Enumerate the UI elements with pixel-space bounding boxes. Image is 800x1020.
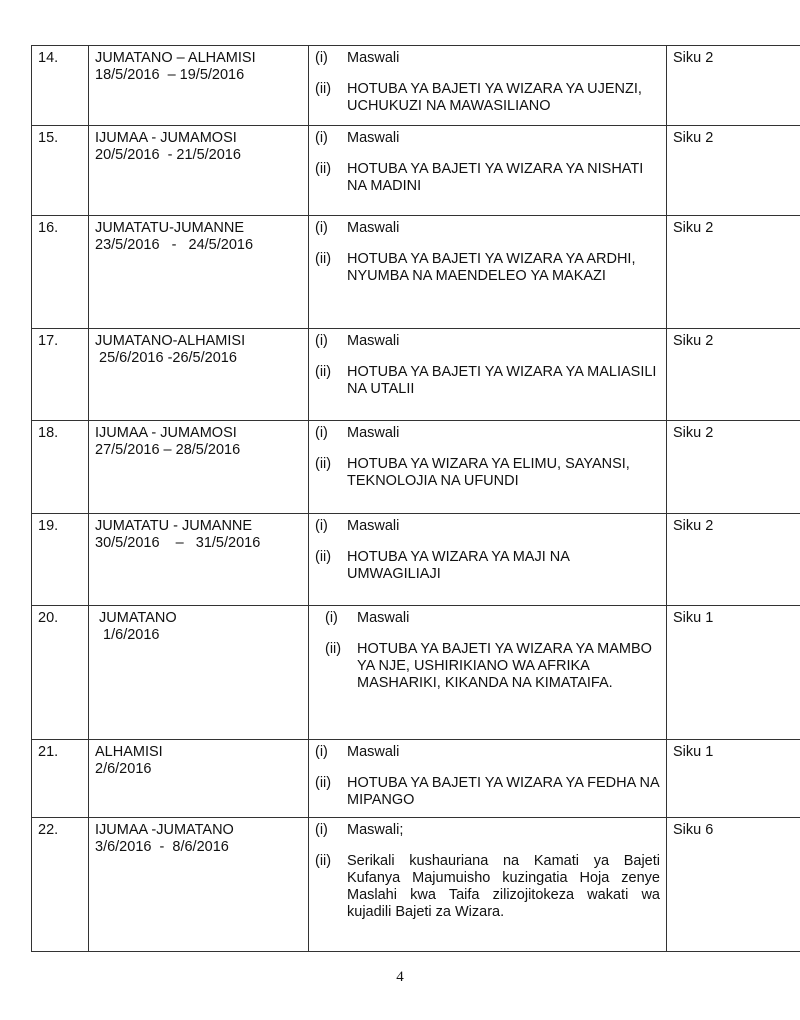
row-number: 18. <box>32 421 89 514</box>
activity-item <box>315 518 660 535</box>
date-range: 25/6/2016 -26/5/2016 <box>95 350 237 366</box>
date-cell <box>89 46 309 126</box>
weekday-range: IJUMAA - JUMAMOSI <box>95 425 237 441</box>
activity-item <box>315 822 660 839</box>
item-text: Maswali <box>347 518 400 534</box>
weekday-range: IJUMAA -JUMATANO <box>95 822 234 838</box>
date-range: 3/6/2016 - 8/6/2016 <box>95 839 229 855</box>
activity-item <box>325 610 660 627</box>
row-number: 16. <box>32 216 89 329</box>
activity-item <box>315 425 660 442</box>
row-number: 15. <box>32 126 89 216</box>
date-range: 18/5/2016 – 19/5/2016 <box>95 67 245 83</box>
activity-item <box>315 130 660 147</box>
activity-item <box>315 81 660 115</box>
activity-item <box>315 853 660 921</box>
activity-cell <box>309 216 667 329</box>
table-row <box>32 329 800 421</box>
item-numeral: (i) <box>315 130 328 146</box>
item-text: HOTUBA YA BAJETI YA WIZARA YA ARDHI, NYUMBA NA MAENDELEO YA MAKAZI <box>347 251 636 284</box>
item-numeral: (ii) <box>325 641 342 657</box>
item-text: Maswali; <box>347 822 404 838</box>
date-cell <box>89 818 309 952</box>
activity-item <box>315 364 660 398</box>
item-numeral: (ii) <box>315 251 332 267</box>
item-text: Maswali <box>347 130 400 146</box>
page-number: 4 <box>396 969 404 985</box>
weekday-range: JUMATANO <box>95 610 177 626</box>
date-cell <box>89 126 309 216</box>
item-text: Maswali <box>347 425 400 441</box>
duration-cell: Siku 2 <box>667 216 800 329</box>
item-numeral: (i) <box>315 333 328 349</box>
item-numeral: (ii) <box>315 161 332 177</box>
item-numeral: (i) <box>315 50 328 66</box>
item-numeral: (ii) <box>315 549 332 565</box>
duration-cell: Siku 2 <box>667 329 800 421</box>
weekday-range: JUMATATU-JUMANNE <box>95 220 245 236</box>
date-cell <box>89 216 309 329</box>
item-text: Maswali <box>347 333 400 349</box>
item-numeral: (ii) <box>315 775 332 791</box>
date-range: 20/5/2016 - 21/5/2016 <box>95 147 241 163</box>
activity-item <box>315 775 660 809</box>
table-row <box>32 46 800 126</box>
activity-cell <box>309 329 667 421</box>
activity-item <box>315 456 660 490</box>
weekday-range: JUMATANO – ALHAMISI <box>95 50 256 66</box>
table-row <box>32 818 800 952</box>
date-range: 30/5/2016 – 31/5/2016 <box>95 535 261 551</box>
item-text: Maswali <box>347 744 400 760</box>
activity-item <box>325 641 660 692</box>
activity-item <box>315 549 660 583</box>
activity-cell <box>309 740 667 818</box>
weekday-range: IJUMAA - JUMAMOSI <box>95 130 237 146</box>
activity-item <box>315 220 660 237</box>
item-text: HOTUBA YA WIZARA YA ELIMU, SAYANSI, TEKNOLOJIA NA UFUNDI <box>347 456 630 489</box>
table-row <box>32 421 800 514</box>
row-number: 14. <box>32 46 89 126</box>
item-text: HOTUBA YA BAJETI YA WIZARA YA MALIASILI NA UTALII <box>347 364 657 397</box>
activity-item <box>315 161 660 195</box>
row-number: 21. <box>32 740 89 818</box>
table-row <box>32 740 800 818</box>
date-cell <box>89 740 309 818</box>
row-number: 22. <box>32 818 89 952</box>
duration-cell: Siku 2 <box>667 126 800 216</box>
item-text: Maswali <box>347 50 400 66</box>
date-cell <box>89 421 309 514</box>
date-range: 2/6/2016 <box>95 761 152 777</box>
activity-cell <box>309 514 667 606</box>
duration-cell: Siku 2 <box>667 514 800 606</box>
activity-item <box>315 333 660 350</box>
table-row <box>32 606 800 740</box>
item-text: Maswali <box>347 220 400 236</box>
row-number: 19. <box>32 514 89 606</box>
item-numeral: (ii) <box>315 81 332 97</box>
item-numeral: (i) <box>315 518 328 534</box>
weekday-range: JUMATATU - JUMANNE <box>95 518 253 534</box>
item-numeral: (i) <box>325 610 338 626</box>
weekday-range: JUMATANO-ALHAMISI <box>95 333 246 349</box>
table-row <box>32 514 800 606</box>
activity-cell <box>309 46 667 126</box>
item-text: HOTUBA YA BAJETI YA WIZARA YA FEDHA NA MIPANGO <box>347 775 659 808</box>
item-text: Serikali kushauriana na Kamati ya Bajeti Kufanya Majumuisho kuzingatia Hoja zenye Maslahi kwa Taifa zilizojitokeza wakati wa kujadili Bajeti za Wizara. <box>347 853 660 920</box>
item-text: HOTUBA YA WIZARA YA MAJI NA UMWAGILIAJI <box>347 549 570 582</box>
item-numeral: (i) <box>315 220 328 236</box>
duration-cell: Siku 1 <box>667 606 800 740</box>
item-text: HOTUBA YA BAJETI YA WIZARA YA MAMBO YA NJE, USHIRIKIANO WA AFRIKA MASHARIKI, KIKANDA NA KIMATAIFA. <box>357 641 652 691</box>
item-numeral: (i) <box>315 425 328 441</box>
row-number: 20. <box>32 606 89 740</box>
date-range: 23/5/2016 - 24/5/2016 <box>95 237 254 253</box>
item-text: HOTUBA YA BAJETI YA WIZARA YA NISHATI NA MADINI <box>347 161 644 194</box>
item-numeral: (i) <box>315 744 328 760</box>
activity-item <box>315 744 660 761</box>
item-numeral: (ii) <box>315 853 332 869</box>
row-number: 17. <box>32 329 89 421</box>
activity-item <box>315 50 660 67</box>
activity-cell <box>309 606 667 740</box>
weekday-range: ALHAMISI <box>95 744 163 760</box>
duration-cell: Siku 6 <box>667 818 800 952</box>
activity-cell <box>309 818 667 952</box>
date-cell <box>89 514 309 606</box>
date-cell <box>89 606 309 740</box>
table-row <box>32 126 800 216</box>
activity-cell <box>309 421 667 514</box>
budget-schedule-table <box>31 45 800 952</box>
date-cell <box>89 329 309 421</box>
item-numeral: (ii) <box>315 364 332 380</box>
table-row <box>32 216 800 329</box>
date-range: 27/5/2016 – 28/5/2016 <box>95 442 241 458</box>
activity-cell <box>309 126 667 216</box>
item-text: HOTUBA YA BAJETI YA WIZARA YA UJENZI, UCHUKUZI NA MAWASILIANO <box>347 81 642 114</box>
date-range: 1/6/2016 <box>95 627 160 643</box>
item-text: Maswali <box>357 610 410 626</box>
item-numeral: (ii) <box>315 456 332 472</box>
duration-cell: Siku 1 <box>667 740 800 818</box>
duration-cell: Siku 2 <box>667 421 800 514</box>
item-numeral: (i) <box>315 822 328 838</box>
schedule-body <box>32 46 800 952</box>
activity-item <box>315 251 660 285</box>
duration-cell: Siku 2 <box>667 46 800 126</box>
